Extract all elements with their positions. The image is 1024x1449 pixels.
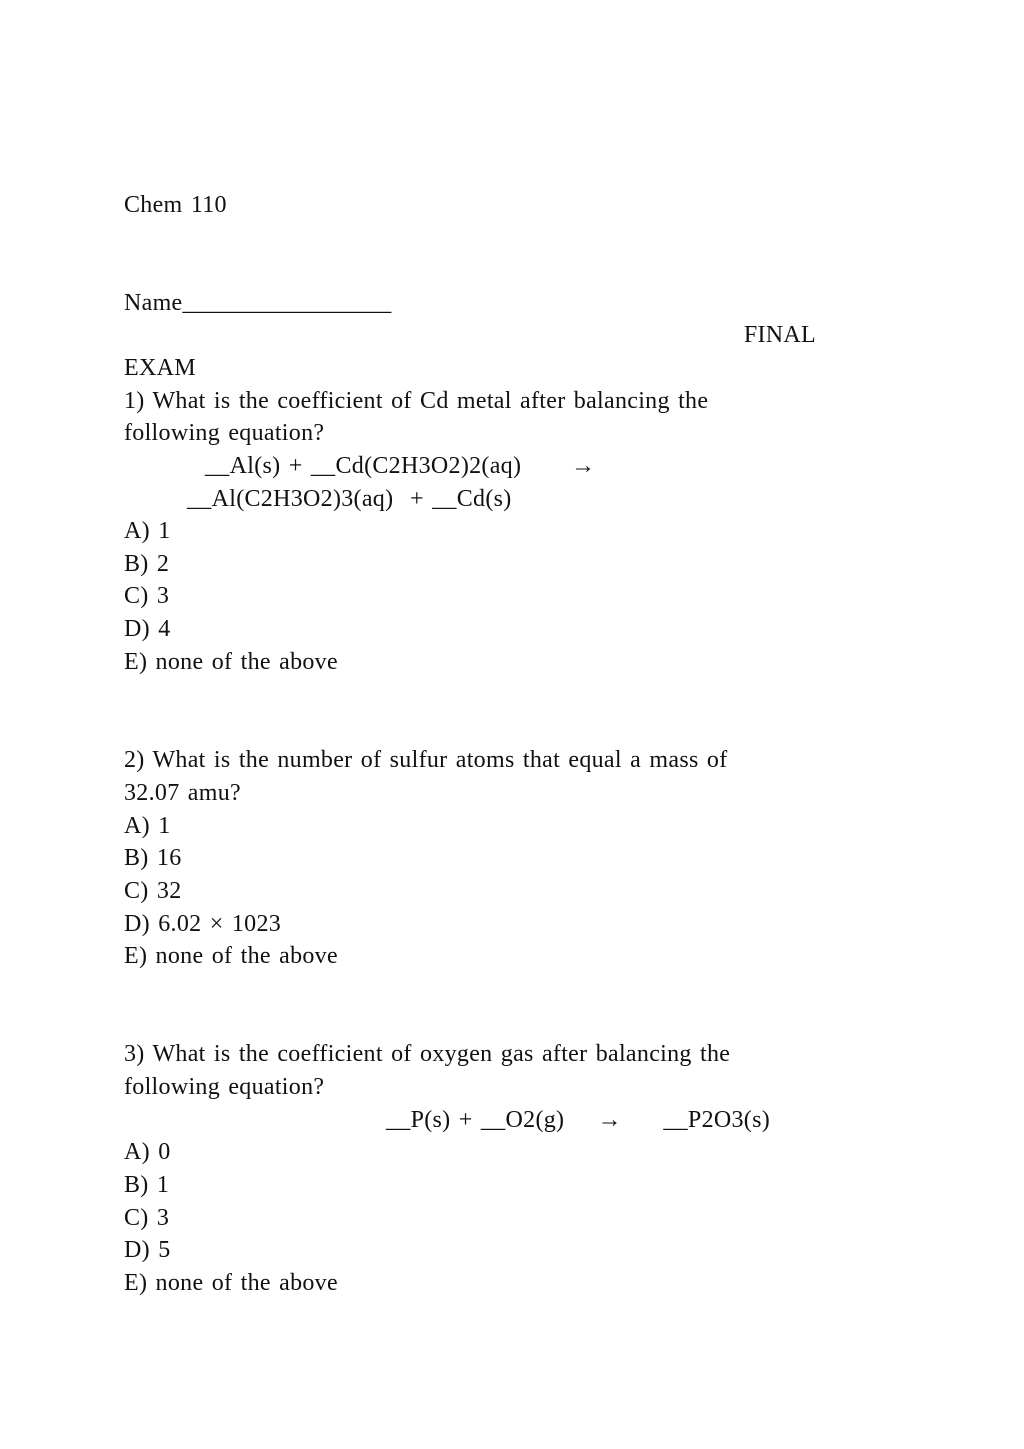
answer-option: E) none of the above xyxy=(124,943,338,969)
answer-option: D) 6.02 × 1023 xyxy=(124,911,282,937)
question-prompt: 3) What is the coefficient of oxygen gas after balancing the xyxy=(124,1041,731,1067)
equation-line: __Al(s) + __Cd(C2H3O2)2(aq) → xyxy=(205,453,596,479)
answer-option: E) none of the above xyxy=(124,1270,338,1296)
answer-option: C) 3 xyxy=(124,583,170,609)
answer-option: C) 32 xyxy=(124,878,182,904)
exam-title-exam: EXAM xyxy=(124,355,196,381)
question-prompt: 2) What is the number of sulfur atoms that equal a mass of xyxy=(124,747,728,773)
answer-option: A) 0 xyxy=(124,1139,171,1165)
exam-title-final: FINAL xyxy=(743,322,816,348)
course-title: Chem 110 xyxy=(124,192,227,218)
answer-option: B) 1 xyxy=(124,1172,170,1198)
answer-option: B) 16 xyxy=(124,845,182,871)
name-field-line: Name_________________ xyxy=(124,290,392,316)
question-prompt: following equation? xyxy=(124,1074,325,1100)
answer-option: B) 2 xyxy=(124,551,170,577)
equation-line: __Al(C2H3O2)3(aq) + __Cd(s) xyxy=(187,486,512,512)
answer-option: D) 4 xyxy=(124,616,171,642)
question-prompt: 32.07 amu? xyxy=(124,780,241,806)
answer-option: A) 1 xyxy=(124,518,171,544)
equation-line: __P(s) + __O2(g) → __P2O3(s) xyxy=(386,1107,771,1133)
answer-option: E) none of the above xyxy=(124,649,338,675)
question-prompt: 1) What is the coefficient of Cd metal after balancing the xyxy=(124,388,709,414)
answer-option: A) 1 xyxy=(124,813,171,839)
answer-option: C) 3 xyxy=(124,1205,170,1231)
answer-option: D) 5 xyxy=(124,1237,171,1263)
question-prompt: following equation? xyxy=(124,420,325,446)
